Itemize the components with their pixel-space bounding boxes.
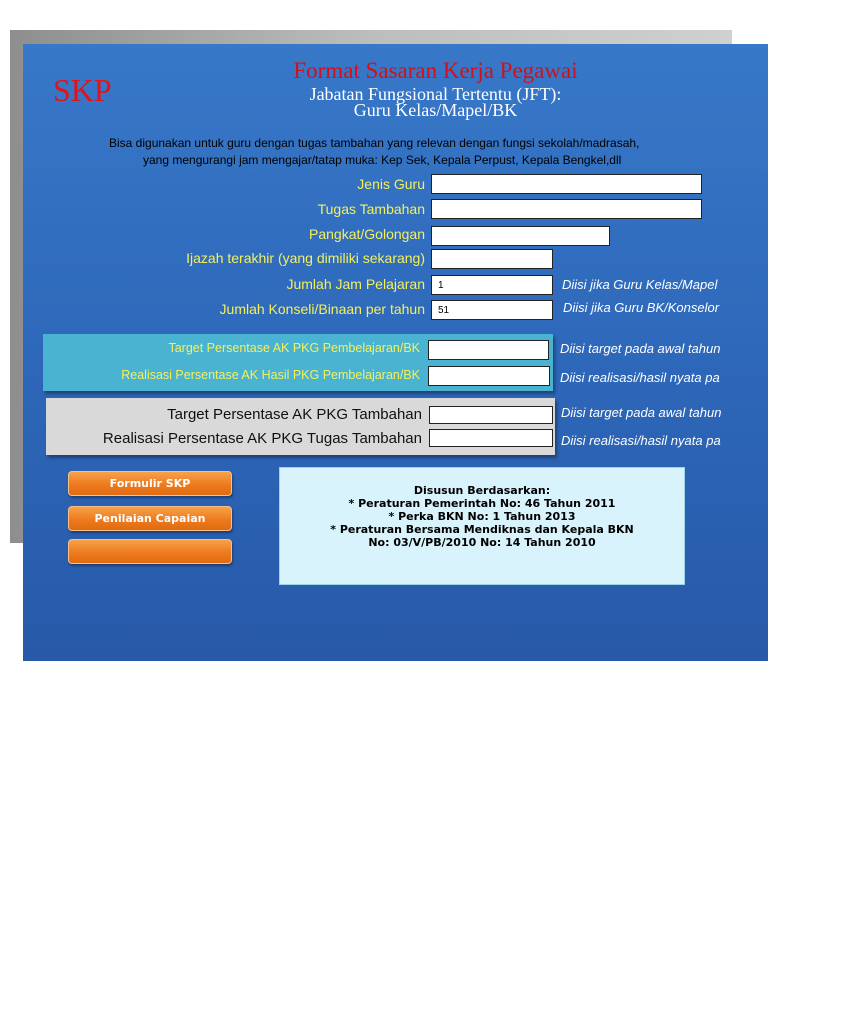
- target-pkg-tambahan-label: Target Persentase AK PKG Tambahan: [167, 406, 422, 423]
- description-line-1: Bisa digunakan untuk guru dengan tugas tambahan yang relevan dengan fungsi sekolah/madrasah,: [109, 136, 640, 150]
- blank-orange-button[interactable]: [68, 539, 232, 564]
- skp-logo: SKP: [53, 72, 112, 108]
- reference-line-1: * Peraturan Pemerintah No: 46 Tahun 2011: [348, 497, 616, 510]
- ijazah-input[interactable]: [431, 249, 553, 269]
- realisasi-pkg-pembelajaran-label: Realisasi Persentase AK Hasil PKG Pembelajaran/BK: [121, 368, 420, 382]
- form-panel: [23, 44, 768, 661]
- jam-pelajaran-input[interactable]: [431, 275, 553, 295]
- reference-box: [279, 467, 685, 585]
- jam-pelajaran-hint: Diisi jika Guru Kelas/Mapel: [562, 277, 718, 292]
- realisasi-pkg-pembelajaran-hint: Diisi realisasi/hasil nyata pa: [560, 370, 720, 385]
- konseli-input[interactable]: [431, 300, 553, 320]
- subtitle-guru: Guru Kelas/Mapel/BK: [353, 100, 518, 120]
- page-title: Format Sasaran Kerja Pegawai: [293, 58, 578, 83]
- realisasi-pkg-pembelajaran-input[interactable]: [428, 366, 550, 386]
- reference-line-3: * Peraturan Bersama Mendiknas dan Kepala BKN: [330, 523, 634, 536]
- reference-line-2: * Perka BKN No: 1 Tahun 2013: [388, 510, 576, 523]
- konseli-label: Jumlah Konseli/Binaan per tahun: [219, 301, 425, 317]
- jenis-guru-input[interactable]: [431, 174, 702, 194]
- target-pkg-pembelajaran-input[interactable]: [428, 340, 549, 360]
- target-pkg-tambahan-hint: Diisi target pada awal tahun: [561, 405, 722, 420]
- subtitle-jft: Jabatan Fungsional Tertentu (JFT):: [309, 84, 562, 104]
- realisasi-pkg-tambahan-hint: Diisi realisasi/hasil nyata pa: [561, 433, 721, 448]
- jenis-guru-label: Jenis Guru: [357, 176, 425, 192]
- konseli-hint: Diisi jika Guru BK/Konselor: [563, 300, 720, 315]
- tugas-tambahan-input[interactable]: [431, 199, 702, 219]
- realisasi-pkg-tambahan-input[interactable]: [429, 429, 553, 447]
- target-pkg-pembelajaran-hint: Diisi target pada awal tahun: [560, 341, 721, 356]
- ijazah-label: Ijazah terakhir (yang dimiliki sekarang): [186, 250, 425, 266]
- pangkat-golongan-input[interactable]: [431, 226, 610, 246]
- formulir-skp-button[interactable]: Formulir SKP: [68, 471, 232, 496]
- pangkat-golongan-label: Pangkat/Golongan: [309, 226, 425, 242]
- tugas-tambahan-label: Tugas Tambahan: [317, 201, 425, 217]
- reference-heading: Disusun Berdasarkan:: [413, 484, 551, 497]
- reference-line-4: No: 03/V/PB/2010 No: 14 Tahun 2010: [368, 536, 596, 549]
- jam-pelajaran-label: Jumlah Jam Pelajaran: [286, 276, 425, 292]
- description-line-2: yang mengurangi jam mengajar/tatap muka: Kep Sek, Kepala Perpust, Kepala Bengkel,dll: [143, 153, 622, 167]
- target-pkg-pembelajaran-label: Target Persentase AK PKG Pembelajaran/BK: [168, 341, 420, 355]
- realisasi-pkg-tambahan-label: Realisasi Persentase AK PKG Tugas Tambahan: [102, 430, 422, 447]
- target-pkg-tambahan-input[interactable]: [429, 406, 553, 424]
- penilaian-capaian-button[interactable]: Penilaian Capaian: [68, 506, 232, 531]
